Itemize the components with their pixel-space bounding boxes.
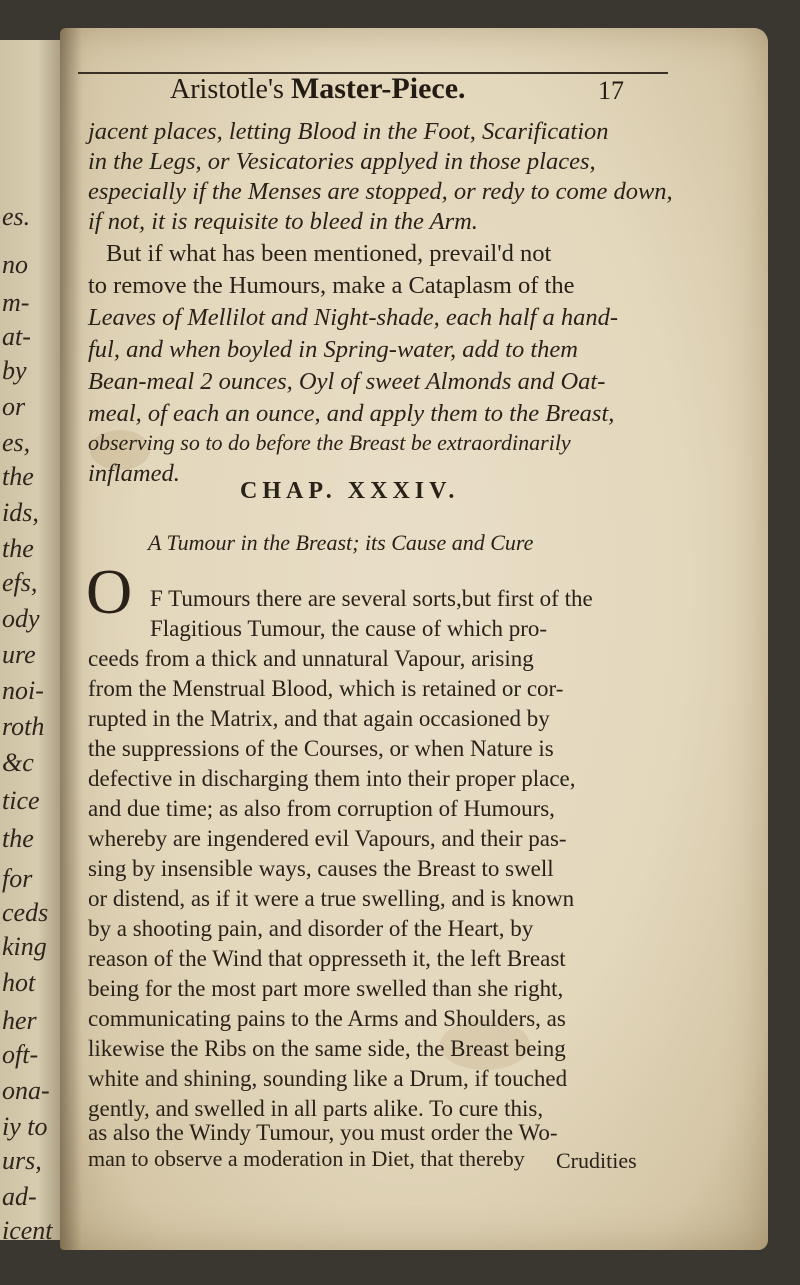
drop-cap: O [86, 556, 133, 627]
facing-word: the [2, 534, 34, 563]
text-line: meal, of each an ounce, and apply them to the Breast, [88, 400, 615, 427]
body-line: from the Menstrual Blood, which is retained or cor- [88, 676, 564, 701]
body-line: the suppressions of the Courses, or when Nature is [88, 736, 554, 761]
facing-word: ona- [2, 1076, 50, 1105]
text-line: observing so to do before the Breast be extraordinarily [88, 430, 571, 455]
facing-word: by [2, 356, 27, 385]
facing-word: es. [2, 202, 31, 231]
facing-word: ure [2, 640, 36, 669]
facing-word: for [2, 864, 33, 893]
text-line: inflamed. [88, 460, 180, 487]
facing-word: ad- [2, 1182, 37, 1211]
body-line: communicating pains to the Arms and Shoulders, as [88, 1006, 566, 1031]
facing-word: efs, [2, 568, 38, 597]
facing-page-edge [0, 40, 62, 1245]
facing-word: or [2, 392, 26, 421]
body-line: defective in discharging them into their proper place, [88, 766, 576, 791]
body-line: Flagitious Tumour, the cause of which pro- [150, 616, 548, 641]
body-line: sing by insensible ways, causes the Breast to swell [88, 856, 554, 881]
body-line: as also the Windy Tumour, you must order the Wo- [88, 1120, 558, 1145]
facing-word: iy to [2, 1112, 48, 1141]
text-line: in the Legs, or Vesicatories applyed in those places, [88, 148, 596, 175]
running-head [170, 72, 466, 106]
body-line: by a shooting pain, and disorder of the Heart, by [88, 916, 534, 941]
facing-word: the [2, 824, 34, 853]
facing-word: her [2, 1006, 37, 1035]
facing-word: ody [2, 604, 40, 633]
facing-word: tice [2, 786, 40, 815]
facing-word: ceds [2, 898, 49, 927]
spine-shadow [60, 28, 82, 1250]
text-line: jacent places, letting Blood in the Foot, Scarification [88, 118, 609, 145]
facing-word: icent [2, 1216, 53, 1245]
body-line: F Tumours there are several sorts,but first of the [150, 586, 593, 611]
body-line: white and shining, sounding like a Drum, if touched [88, 1066, 568, 1091]
body-line: gently, and swelled in all parts alike. To cure this, [88, 1096, 544, 1121]
facing-word: no [2, 250, 28, 279]
body-line: being for the most part more swelled than she right, [88, 976, 564, 1001]
facing-word: at- [2, 322, 31, 351]
facing-word: oft- [2, 1040, 39, 1069]
facing-word: hot [2, 968, 36, 997]
facing-word: noi- [2, 676, 44, 705]
body-line: reason of the Wind that oppresseth it, the left Breast [88, 946, 566, 971]
facing-word: the [2, 462, 34, 491]
running-head-title: Master-Piece. [290, 72, 466, 105]
catchword: Crudities [556, 1148, 637, 1173]
text-line: Bean-meal 2 ounces, Oyl of sweet Almonds and Oat- [88, 368, 606, 395]
body-line: likewise the Ribs on the same side, the Breast being [88, 1036, 566, 1061]
facing-word: es, [2, 428, 31, 457]
body-line: and due time; as also from corruption of Humours, [88, 796, 555, 821]
chapter-heading: CHAP. XXXIV. [240, 478, 460, 504]
facing-word: ids, [2, 498, 39, 527]
body-line: rupted in the Matrix, and that again occasioned by [88, 706, 550, 731]
body-line: whereby are ingendered evil Vapours, and their pas- [88, 826, 567, 851]
facing-word: urs, [2, 1146, 42, 1175]
running-head-prefix: Aristotle's [170, 74, 284, 105]
facing-word: m- [2, 288, 30, 317]
text-line: But if what has been mentioned, prevail'd not [106, 240, 552, 267]
text-line: if not, it is requisite to bleed in the Arm. [88, 208, 478, 235]
body-line: man to observe a moderation in Diet, that thereby [88, 1146, 525, 1171]
facing-word: &c [2, 748, 34, 777]
text-line: ful, and when boyled in Spring-water, add to them [88, 336, 578, 363]
text-line: especially if the Menses are stopped, or redy to come down, [88, 178, 673, 205]
facing-word: roth [2, 712, 45, 741]
text-line: Leaves of Mellilot and Night-shade, each half a hand- [88, 304, 619, 331]
text-line: to remove the Humours, make a Cataplasm of the [88, 272, 575, 299]
chapter-subtitle: A Tumour in the Breast; its Cause and Cure [148, 530, 534, 555]
page-number: 17 [598, 76, 624, 105]
body-line: or distend, as if it were a true swelling, and is known [88, 886, 575, 911]
facing-word: king [2, 932, 47, 961]
body-line: ceeds from a thick and unnatural Vapour, arising [88, 646, 534, 671]
